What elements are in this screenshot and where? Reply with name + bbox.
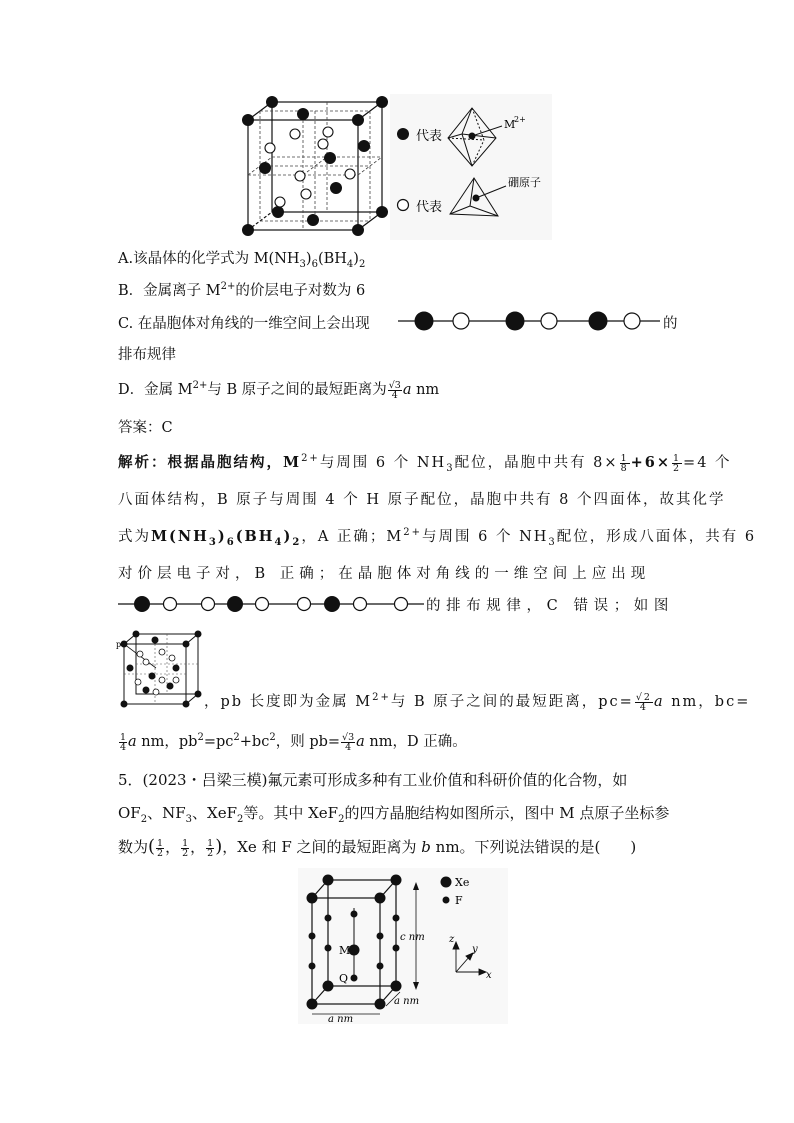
legend-b-dot-icon xyxy=(398,200,409,211)
legend-m-label: 代表 xyxy=(416,129,443,144)
analysis-line-7: $\frac{1}{4}$ a nm，$pb^2=pc^2+bc^2$，则 pb= $\frac{√3}{4}$ a nm，D 正确。 xyxy=(120,731,467,753)
figure-2-xef2-cell xyxy=(298,868,508,1024)
option-c-atom-chain xyxy=(398,310,662,332)
analysis-line-6: ，pb 长度即为金属 $M^{2+}$与 B 原子之间的最短距离，pc= $\frac{√2}{4}$ a nm，bc= xyxy=(204,691,751,713)
m-ion-label: M xyxy=(504,118,516,131)
option-c-suffix: 的 xyxy=(663,316,678,332)
z-axis-label: z xyxy=(449,934,455,945)
option-c-line2: 排布规律 xyxy=(118,347,176,363)
legend-b-label: 代表 xyxy=(416,200,443,215)
c-dimension-label: c nm xyxy=(400,932,425,943)
a-dimension-bottom-label: a nm xyxy=(328,1014,354,1024)
legend-xe-label: Xe xyxy=(455,876,470,889)
legend-f-dot-icon xyxy=(443,897,450,904)
question-5-line-2: $OF_2$、$NF_3$、XeF$_2$等。其中 XeF$_2$的四方晶胞结构如图所示，图中 M 点原子坐标参 xyxy=(118,804,670,825)
a-dimension-side-label: a nm xyxy=(394,996,420,1007)
legend-m-dot-icon xyxy=(397,128,409,140)
legend-f-label: F xyxy=(455,894,463,907)
m-ion-charge: 2+ xyxy=(514,115,526,124)
question-5-line-1: 5．(2023・吕梁三模)氟元素可形成多种有工业价值和科研价值的化合物，如 xyxy=(118,771,628,789)
option-a: A.该晶体的化学式为 $M(NH_3)_6(BH_4)_2$ xyxy=(118,251,366,270)
analysis-line-5: 的排布规律，C 错误；如图 xyxy=(426,598,675,614)
option-d: D．金属 $M^{2+}$与 B 原子之间的最短距离为 $\frac{√3}{4}$ a nm xyxy=(118,379,440,401)
x-axis-label: x xyxy=(486,970,492,981)
p-label: p xyxy=(116,640,122,649)
boron-label: 硼原子 xyxy=(508,176,541,189)
m-point-label: M xyxy=(339,944,351,957)
analysis-small-cell-figure xyxy=(116,628,206,708)
question-5-line-3: 数为( $\frac{1}{2}$ ， $\frac{1}{2}$ ， $\frac{1}{2}$ )，Xe 和 F 之间的最短距离为 b nm。下列说法错误的是( ) xyxy=(118,836,637,859)
y-axis-label: y xyxy=(472,944,478,955)
analysis-line-1: 解析：根据晶胞结构，$M^{2+}$与周围 6 个 $NH_3$配位，晶胞中共有 8× $\frac{1}{8}$ +6× $\frac{1}{2}$ =4 个 xyxy=(118,452,732,474)
analysis-atom-chain xyxy=(118,594,426,614)
q-point-label: Q xyxy=(339,972,349,985)
analysis-line-4: 对价层电子对，B 正确；在晶胞体对角线的一维空间上应出现 xyxy=(118,566,651,582)
legend-xe-dot-icon xyxy=(441,877,452,888)
option-c: C. 在晶胞体对角线的一维空间上会出现 xyxy=(118,316,370,332)
analysis-line-3: 式为$M(NH_3)_6(BH_4)_2$，A 正确；$M^{2+}$与周围 6 个 $NH_3$配位，形成八面体，共有 6 xyxy=(118,527,757,548)
answer: 答案：C xyxy=(118,420,173,436)
analysis-line-2: 八面体结构，B 原子与周围 4 个 H 原子配位，晶胞中共有 8 个四面体，故其化学 xyxy=(118,492,726,508)
option-b: B．金属离子 $M^{2+}$的价层电子对数为 6 xyxy=(118,281,366,299)
figure-1-crystal-cell xyxy=(240,94,552,240)
